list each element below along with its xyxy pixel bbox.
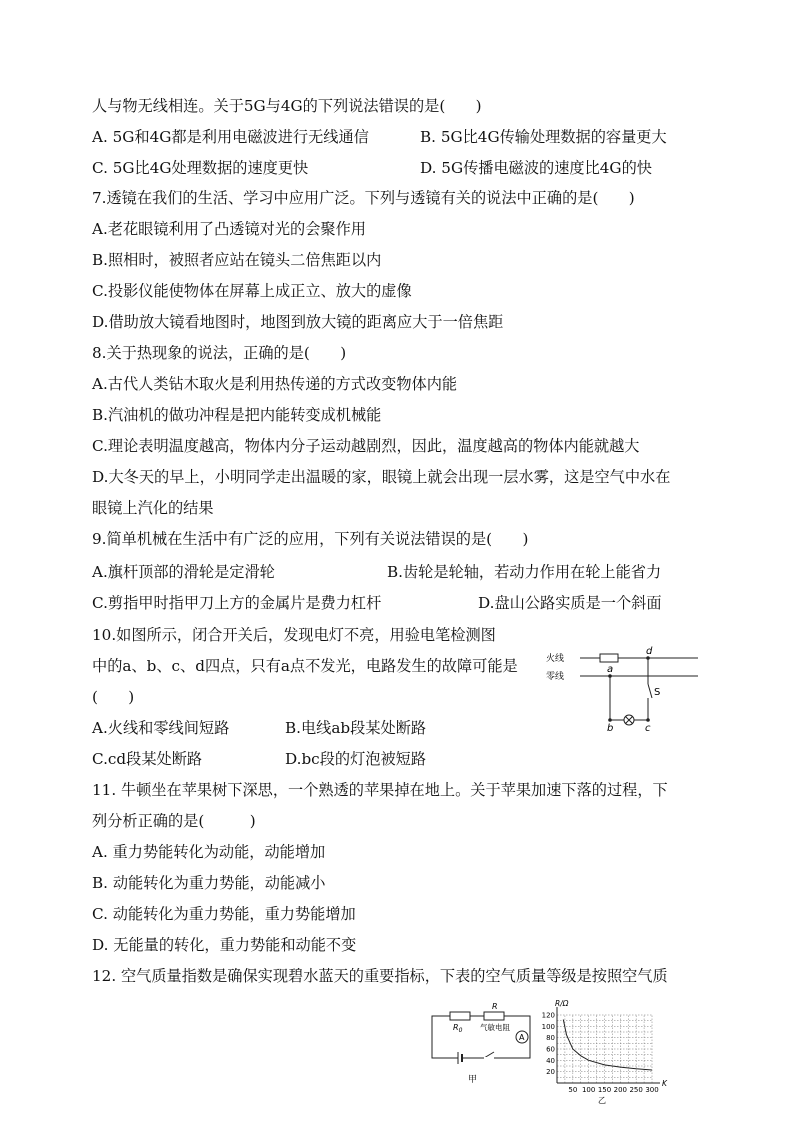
x-tick-label: 250 bbox=[629, 1086, 643, 1094]
q8-stem: 8.关于热现象的说法，正确的是( ) bbox=[92, 344, 347, 362]
y-tick-label: 100 bbox=[541, 1022, 555, 1031]
q9-option-c[interactable]: C.剪指甲时指甲刀上方的金属片是费力杠杆 bbox=[92, 594, 382, 612]
q12-circuit-jia bbox=[426, 1000, 536, 1085]
q8-option-d[interactable]: D.大冬天的早上，小明同学走出温暖的家，眼镜上就会出现一层水雾，这是空气中水在 bbox=[92, 468, 671, 486]
q10-option-c[interactable]: C.cd段某处断路 bbox=[92, 750, 203, 768]
q7-option-b[interactable]: B.照相时，被照者应站在镜头二倍焦距以内 bbox=[92, 251, 382, 269]
live-wire-label: 火线 bbox=[546, 654, 565, 664]
q11-stem-1: 11. 牛顿坐在苹果树下深思，一个熟透的苹果掉在地上。关于苹果加速下落的过程，下 bbox=[92, 781, 668, 799]
y-tick-label: 120 bbox=[541, 1011, 555, 1020]
q6-option-d[interactable]: D. 5G传播电磁波的速度比4G的快 bbox=[420, 159, 652, 177]
x-tick-label: 150 bbox=[597, 1086, 612, 1094]
q8-option-a[interactable]: A.古代人类钻木取火是利用热传递的方式改变物体内能 bbox=[92, 375, 458, 393]
circuit-caption-jia: 甲 bbox=[468, 1075, 478, 1085]
q10-stem-1: 10.如图所示，闭合开关后，发现电灯不亮，用验电笔检测图 bbox=[92, 626, 496, 644]
graph-caption-yi: 乙 bbox=[598, 1096, 606, 1105]
q11-option-c[interactable]: C. 动能转化为重力势能，重力势能增加 bbox=[92, 905, 356, 923]
ammeter-label: A bbox=[519, 1033, 525, 1042]
y-tick-label: 40 bbox=[546, 1056, 555, 1065]
x-tick-label: 100 bbox=[581, 1086, 596, 1094]
q10-option-b[interactable]: B.电线ab段某处断路 bbox=[285, 719, 427, 737]
q11-option-b[interactable]: B. 动能转化为重力势能，动能减小 bbox=[92, 874, 326, 892]
point-d-label: d bbox=[646, 646, 653, 657]
switch-label: S bbox=[654, 687, 661, 698]
q11-option-a[interactable]: A. 重力势能转化为动能，动能增加 bbox=[92, 843, 326, 861]
point-a-label: a bbox=[607, 664, 614, 675]
q9-stem: 9.简单机械在生活中有广泛的应用，下列有关说法错误的是( ) bbox=[92, 530, 529, 548]
q7-stem: 7.透镜在我们的生活、学习中应用广泛。下列与透镜有关的说法中正确的是( ) bbox=[92, 189, 635, 207]
q8-option-c[interactable]: C.理论表明温度越高，物体内分子运动越剧烈，因此，温度越高的物体内能就越大 bbox=[92, 437, 640, 455]
y-tick-label: 60 bbox=[546, 1045, 555, 1054]
q7-option-a[interactable]: A.老花眼镜利用了凸透镜对光的会聚作用 bbox=[92, 220, 366, 238]
gas-sensor-label: 气敏电阻 bbox=[480, 1023, 510, 1032]
q11-stem-2: 列分析正确的是( ) bbox=[92, 812, 256, 830]
q11-option-d[interactable]: D. 无能量的转化，重力势能和动能不变 bbox=[92, 936, 357, 954]
q7-option-c[interactable]: C.投影仪能使物体在屏幕上成正立、放大的虚像 bbox=[92, 282, 412, 300]
q6-stem: 人与物无线相连。关于5G与4G的下列说法错误的是( ) bbox=[92, 97, 482, 115]
q10-stem-2: 中的a、b、c、d四点，只有a点不发光，电路发生的故障可能是 bbox=[92, 657, 518, 675]
neutral-wire-label: 零线 bbox=[546, 672, 565, 682]
x-axis-label: K bbox=[662, 1079, 667, 1088]
q7-option-d[interactable]: D.借助放大镜看地图时，地图到放大镜的距离应大于一倍焦距 bbox=[92, 313, 504, 331]
q6-option-c[interactable]: C. 5G比4G处理数据的速度更快 bbox=[92, 159, 309, 177]
q6-option-b[interactable]: B. 5G比4G传输处理数据的容量更大 bbox=[420, 128, 667, 146]
q12-resistance-graph bbox=[535, 998, 675, 1123]
q10-circuit-diagram bbox=[540, 640, 700, 732]
q8-option-b[interactable]: B.汽油机的做功冲程是把内能转变成机械能 bbox=[92, 406, 382, 424]
q6-option-a[interactable]: A. 5G和4G都是利用电磁波进行无线通信 bbox=[92, 128, 369, 146]
q12-stem: 12. 空气质量指数是确保实现碧水蓝天的重要指标，下表的空气质量等级是按照空气质 bbox=[92, 967, 668, 985]
y-tick-label: 80 bbox=[546, 1034, 555, 1043]
q9-option-a[interactable]: A.旗杆顶部的滑轮是定滑轮 bbox=[92, 563, 275, 581]
q9-option-b[interactable]: B.齿轮是轮轴，若动力作用在轮上能省力 bbox=[387, 563, 662, 581]
q8-option-d-cont: 眼镜上汽化的结果 bbox=[92, 499, 214, 517]
q10-option-d[interactable]: D.bc段的灯泡被短路 bbox=[285, 750, 427, 768]
q10-option-a[interactable]: A.火线和零线间短路 bbox=[92, 719, 230, 737]
y-tick-label: 20 bbox=[546, 1068, 555, 1077]
y-axis-label: R/Ω bbox=[555, 999, 569, 1008]
resistor-r0-label: $R_0$ bbox=[453, 1023, 463, 1034]
x-tick-label: 200 bbox=[613, 1086, 628, 1094]
point-c-label: c bbox=[645, 723, 651, 732]
x-tick-label: 50 bbox=[568, 1086, 578, 1094]
q10-stem-3: ( ) bbox=[92, 688, 135, 706]
resistance-curve bbox=[563, 1020, 652, 1071]
q9-option-d[interactable]: D.盘山公路实质是一个斜面 bbox=[478, 594, 662, 612]
x-tick-label: 300 bbox=[645, 1086, 659, 1094]
point-b-label: b bbox=[607, 723, 614, 732]
resistor-r-label: R bbox=[492, 1002, 498, 1011]
